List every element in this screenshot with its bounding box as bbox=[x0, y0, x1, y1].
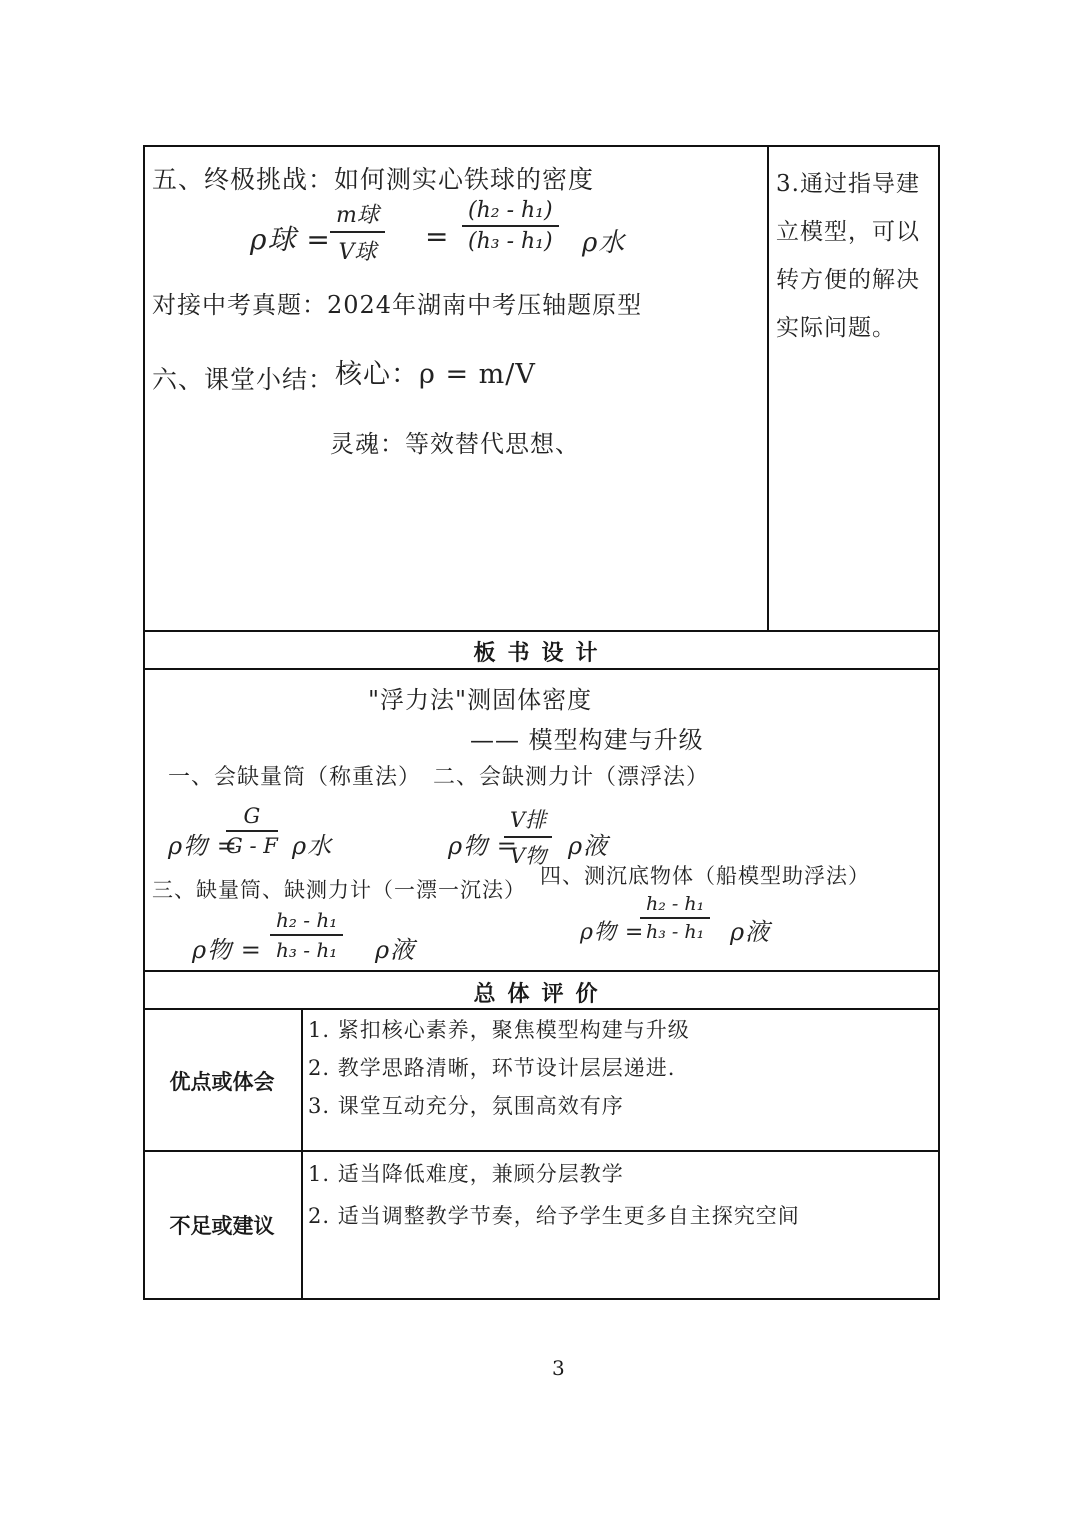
rule-before-eval-header bbox=[143, 970, 940, 972]
method1-formula-lhs: ρ物 = bbox=[168, 832, 238, 860]
method2-formula-lhs: ρ物 = bbox=[448, 832, 518, 860]
method3-fraction bbox=[270, 908, 343, 962]
method3-numerator: h₂ - h₁ bbox=[270, 908, 343, 936]
formula-height-ratio bbox=[462, 198, 559, 254]
suggestions-label: 不足或建议 bbox=[169, 1214, 275, 1238]
suggestion-item-2: 2. 适当调整教学节奏，给予学生更多自主探究空间 bbox=[308, 1204, 800, 1228]
method2-denominator: V物 bbox=[510, 844, 547, 868]
page-number: 3 bbox=[552, 1356, 565, 1380]
exam-link-note: 对接中考真题：2024年湖南中考压轴题原型 bbox=[152, 291, 643, 319]
method4-denominator: h₃ - h₁ bbox=[646, 921, 705, 943]
board-subtitle: —— 模型构建与升级 bbox=[470, 726, 704, 754]
board-design-header: 板书设计 bbox=[473, 641, 610, 666]
method3-denominator: h₃ - h₁ bbox=[276, 938, 338, 962]
rule-after-eval-header bbox=[143, 1008, 940, 1010]
rule-before-board-header bbox=[143, 630, 940, 632]
formula-right-numerator: (h₂ - h₁) bbox=[462, 198, 559, 227]
method1-title: 一、会缺量筒（称重法） bbox=[168, 765, 422, 790]
board-title: "浮力法"测固体密度 bbox=[368, 686, 593, 714]
rule-after-board-header bbox=[143, 668, 940, 670]
method2-numerator: V排 bbox=[504, 804, 552, 838]
section6-title: 六、课堂小结： bbox=[152, 365, 335, 394]
strength-item-2: 2. 教学思路清晰，环节设计层层递进. bbox=[308, 1056, 676, 1080]
strength-item-3: 3. 课堂互动充分，氛围高效有序 bbox=[308, 1094, 624, 1118]
method3-formula-lhs: ρ物 = bbox=[192, 936, 262, 964]
eval-label-divider bbox=[301, 1008, 303, 1300]
formula-rho-ball: ρ球 = bbox=[250, 223, 331, 256]
method1-denominator: G - F bbox=[226, 834, 278, 858]
method1-formula-tail: ρ水 bbox=[292, 832, 333, 860]
formula-equals: = bbox=[425, 220, 450, 253]
method4-formula-tail: ρ液 bbox=[730, 918, 771, 946]
method1-fraction bbox=[226, 804, 278, 858]
formula-right-denominator: (h₃ - h₁) bbox=[468, 229, 553, 254]
strengths-label: 优点或体会 bbox=[169, 1070, 275, 1094]
method4-title: 四、测沉底物体（船模型助浮法） bbox=[540, 864, 870, 888]
summary-soul: 灵魂：等效替代思想、 bbox=[330, 430, 580, 458]
summary-core: 核心：ρ = m/V bbox=[335, 359, 536, 390]
method1-numerator: G bbox=[226, 804, 278, 832]
design-intent-divider bbox=[767, 145, 769, 632]
formula-mid-denominator: V球 bbox=[338, 240, 377, 265]
method2-formula-tail: ρ液 bbox=[568, 832, 609, 860]
method2-title: 二、会缺测力计（漂浮法） bbox=[433, 765, 710, 790]
method3-formula-tail: ρ液 bbox=[375, 936, 416, 964]
formula-rho-water: ρ水 bbox=[582, 228, 626, 258]
method4-formula-lhs: ρ物 = bbox=[580, 920, 645, 945]
rule-between-eval-rows bbox=[143, 1150, 940, 1152]
strength-item-1: 1. 紧扣核心素养，聚焦模型构建与升级 bbox=[308, 1018, 690, 1042]
method3-title: 三、缺量筒、缺测力计（一漂一沉法） bbox=[152, 878, 526, 902]
method4-numerator: h₂ - h₁ bbox=[640, 893, 710, 919]
formula-mass-over-volume bbox=[330, 198, 385, 266]
method4-fraction bbox=[640, 893, 710, 943]
design-intent-note: 3.通过指导建立模型，可以转方便的解决实际问题。 bbox=[776, 171, 920, 341]
suggestion-item-1: 1. 适当降低难度，兼顾分层教学 bbox=[308, 1162, 624, 1186]
section5-title: 五、终极挑战：如何测实心铁球的密度 bbox=[152, 165, 595, 194]
overall-evaluation-header: 总体评价 bbox=[473, 982, 610, 1007]
formula-mid-numerator: m球 bbox=[330, 198, 385, 233]
